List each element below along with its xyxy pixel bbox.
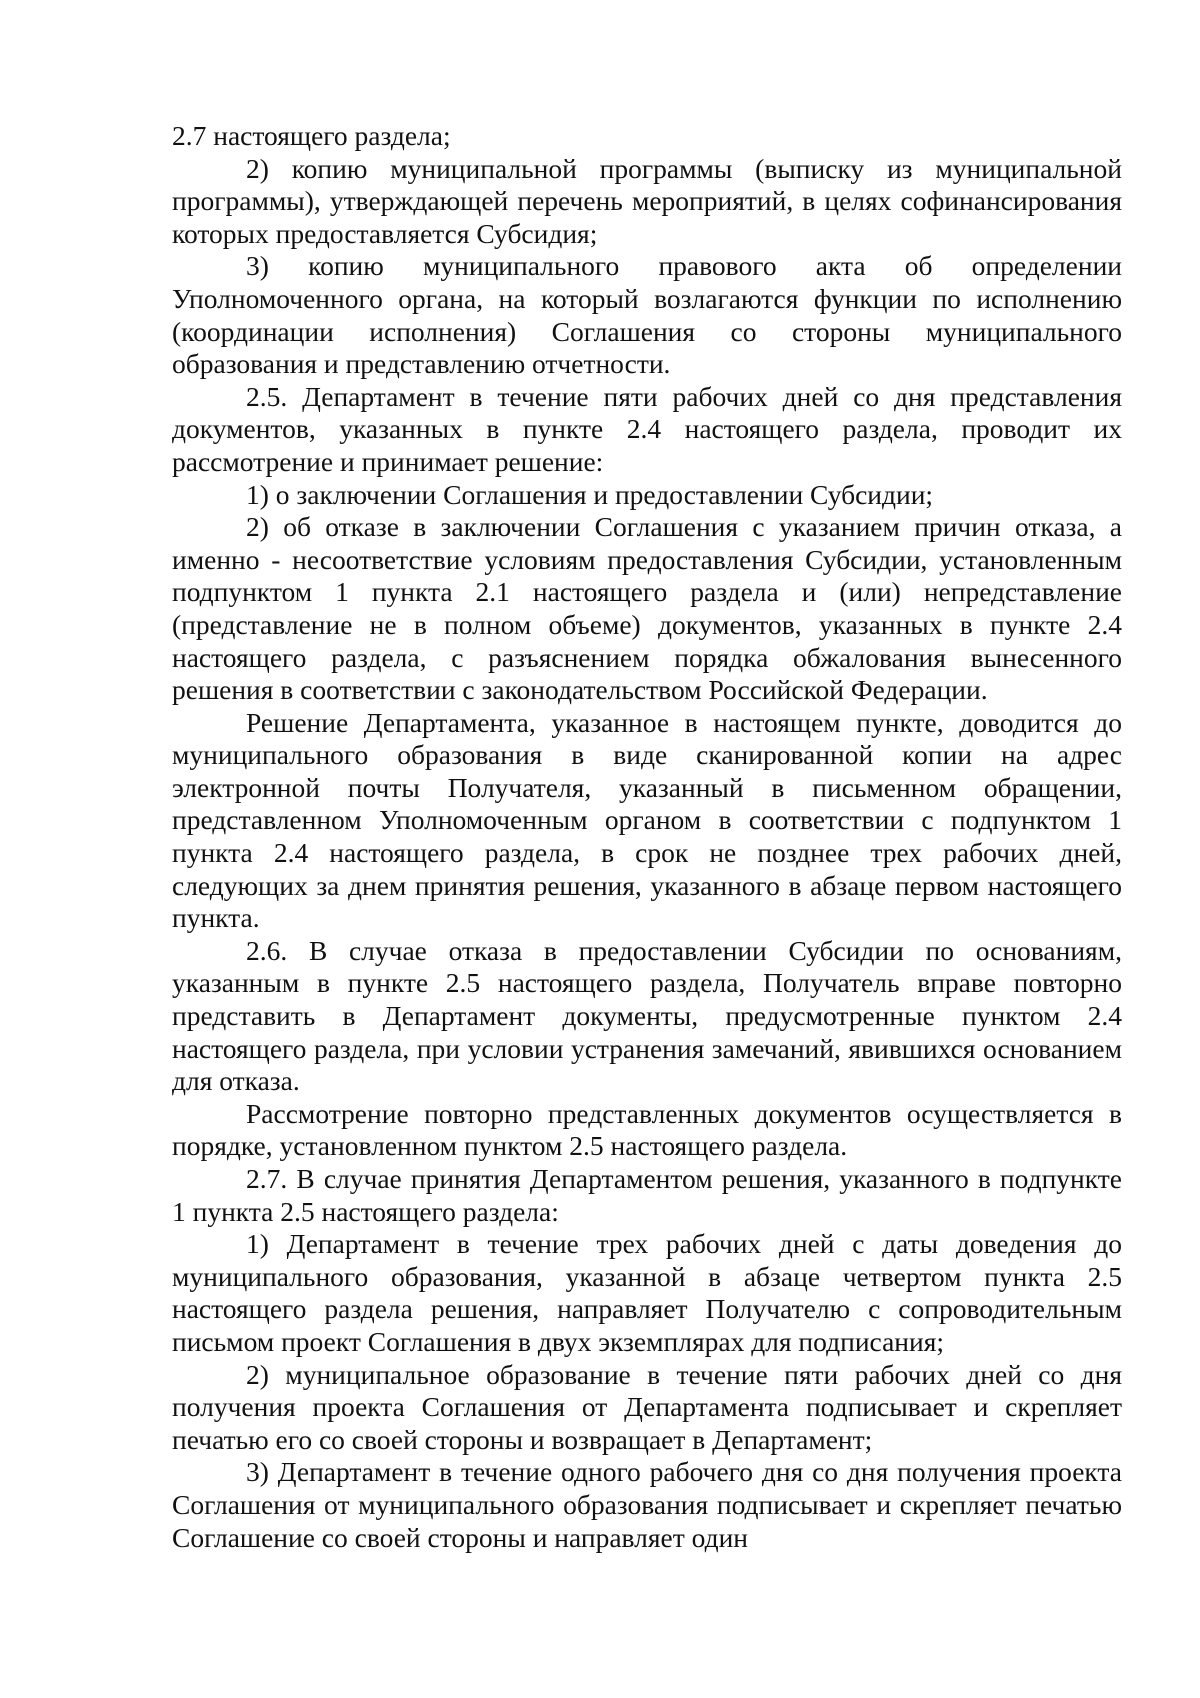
paragraph: Рассмотрение повторно представленных документов осуществляется в порядке, установленном пунктом 2.5 настоящего раздела.	[172, 1097, 1122, 1162]
paragraph: Решение Департамента, указанное в настоящем пункте, доводится до муниципального образования в виде сканированной копии на адрес электронной почты Получателя, указанный в письменном обращении, представленном Уполномоченным органом в соответствии с подпунктом 1 пункта 2.4 настоящего раздела, в срок не позднее трех рабочих дней, следующих за днем принятия решения, указанного в абзаце первом настоящего пункта.	[172, 706, 1122, 934]
paragraph: 3) копию муниципального правового акта об определении Уполномоченного органа, на который возлагаются функции по исполнению (координации исполнения) Соглашения со стороны муниципального образования и представлению отчетности.	[172, 250, 1122, 380]
paragraph: 2.7. В случае принятия Департаментом решения, указанного в подпункте 1 пункта 2.5 настоящего раздела:	[172, 1163, 1122, 1227]
paragraph: 3) Департамент в течение одного рабочего дня со дня получения проекта Соглашения от муниципального образования подписывает и скрепляет печатью Соглашение со своей стороны и направляет один	[172, 1456, 1122, 1553]
paragraph: 2.6. В случае отказа в предоставлении Субсидии по основаниям, указанным в пункте 2.5 настоящего раздела, Получатель вправе повторно представить в Департамент документы, предусмотренные пунктом 2.4 настоящего раздела, при условии устранения замечаний, явившихся основанием для отказа.	[172, 934, 1122, 1097]
paragraph: 2) муниципальное образование в течение пяти рабочих дней со дня получения проекта Соглашения от Департамента подписывает и скрепляет печатью его со своей стороны и возвращает в Департамент;	[172, 1358, 1122, 1455]
paragraph: 2.5. Департамент в течение пяти рабочих дней со дня представления документов, указанных в пункте 2.4 настоящего раздела, проводит их рассмотрение и принимает решение:	[172, 380, 1122, 477]
paragraph: 2) об отказе в заключении Соглашения с указанием причин отказа, а именно - несоответствие условиям предоставления Субсидии, установленным подпунктом 1 пункта 2.1 настоящего раздела и (или) непредставление (представление не в полном объеме) документов, указанных в пункте 2.4 настоящего раздела, с разъяснением порядка обжалования вынесенного решения в соответствии с законодательством Российской Федерации.	[172, 511, 1122, 706]
document-page	[172, 120, 1122, 1554]
paragraph: 2) копию муниципальной программы (выписку из муниципальной программы), утверждающей перечень мероприятий, в целях софинансирования которых предоставляется Субсидия;	[172, 152, 1122, 249]
paragraph: 1) о заключении Соглашения и предоставлении Субсидии;	[246, 478, 934, 510]
paragraph: 2.7 настоящего раздела;	[172, 120, 451, 151]
paragraph: 1) Департамент в течение трех рабочих дней с даты доведения до муниципального образования, указанной в абзаце четвертом пункта 2.5 настоящего раздела решения, направляет Получателю с сопроводительным письмом проект Соглашения в двух экземплярах для подписания;	[172, 1228, 1122, 1357]
